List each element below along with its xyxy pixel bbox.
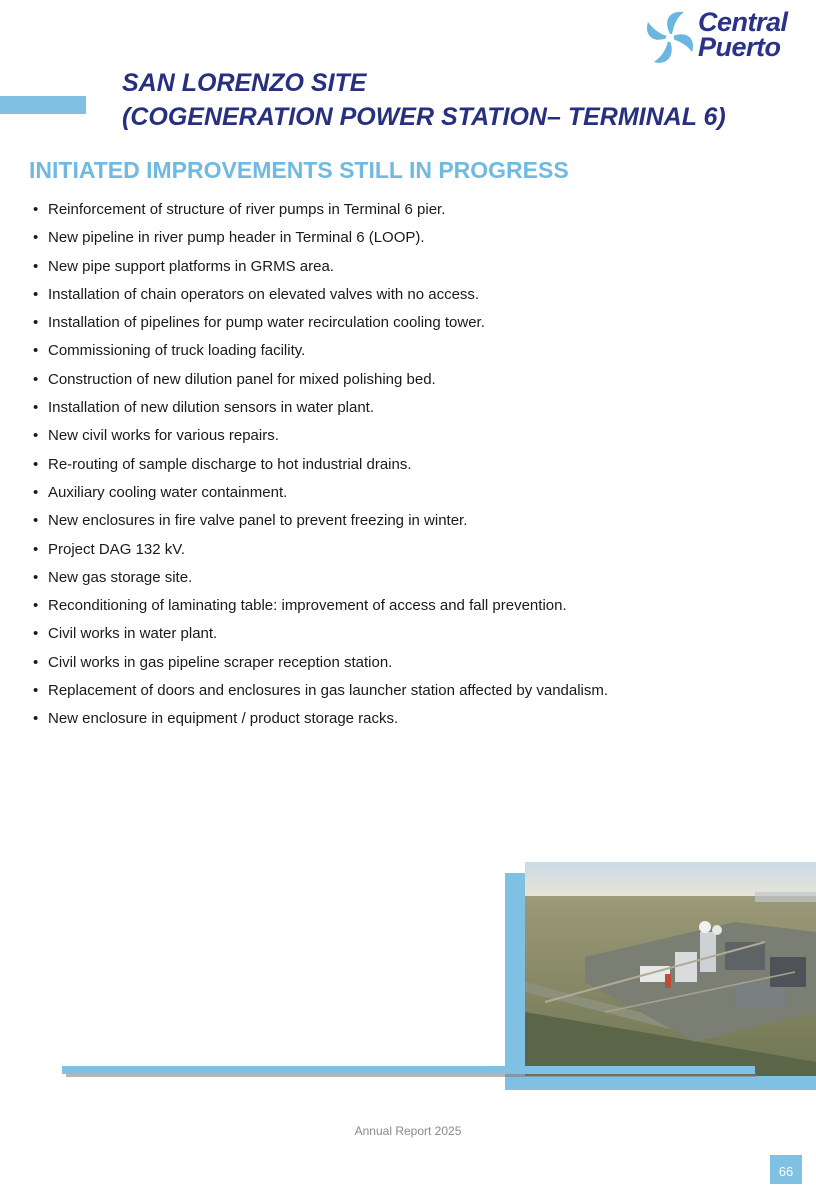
list-item: • New pipe support platforms in GRMS area. (30, 253, 608, 281)
section-heading: INITIATED IMPROVEMENTS STILL IN PROGRESS (29, 157, 569, 183)
list-item: • Installation of chain operators on elevated valves with no access. (30, 281, 608, 309)
footer-report-label: Annual Report 2025 (354, 1124, 462, 1138)
list-item: • Auxiliary cooling water containment. (30, 479, 608, 507)
list-item: • Reconditioning of laminating table: improvement of access and fall prevention. (30, 592, 608, 620)
logo-wordmark (698, 7, 788, 62)
company-logo (642, 8, 812, 70)
title-line-2: (COGENERATION POWER STATION– TERMINAL 6) (122, 103, 726, 131)
list-item: • New enclosures in fire valve panel to prevent freezing in winter. (30, 507, 608, 535)
list-item: • Commissioning of truck loading facility. (30, 337, 608, 365)
list-item: • Installation of new dilution sensors in water plant. (30, 394, 608, 422)
title-line-1: SAN LORENZO SITE (122, 69, 367, 97)
list-item: • Construction of new dilution panel for mixed polishing bed. (30, 366, 608, 394)
list-item: • New enclosure in equipment / product storage racks. (30, 705, 608, 733)
list-item: • Replacement of doors and enclosures in gas launcher station affected by vandalism. (30, 677, 608, 705)
list-item: • New pipeline in river pump header in Terminal 6 (LOOP). (30, 224, 608, 252)
page-number-badge: 66 (770, 1155, 802, 1184)
aerial-plant-illustration (525, 862, 816, 1076)
list-item: • New civil works for various repairs. (30, 422, 608, 450)
list-item: • Installation of pipelines for pump water recirculation cooling tower. (30, 309, 608, 337)
footer-rule (62, 1066, 755, 1074)
list-item: • Re-routing of sample discharge to hot industrial drains. (30, 451, 608, 479)
logo-line-1: Central (698, 7, 788, 37)
list-item: • Civil works in gas pipeline scraper reception station. (30, 649, 608, 677)
aerial-plant-photo (525, 862, 816, 1076)
list-item: • New gas storage site. (30, 564, 608, 592)
turbine-logo-icon (642, 8, 698, 68)
list-item: • Reinforcement of structure of river pumps in Terminal 6 pier. (30, 196, 608, 224)
logo-line-2: Puerto (698, 32, 781, 62)
list-item: • Civil works in water plant. (30, 620, 608, 648)
improvements-list (30, 196, 608, 734)
title-accent-bar (0, 96, 86, 114)
page-title (122, 66, 726, 134)
list-item: • Project DAG 132 kV. (30, 536, 608, 564)
